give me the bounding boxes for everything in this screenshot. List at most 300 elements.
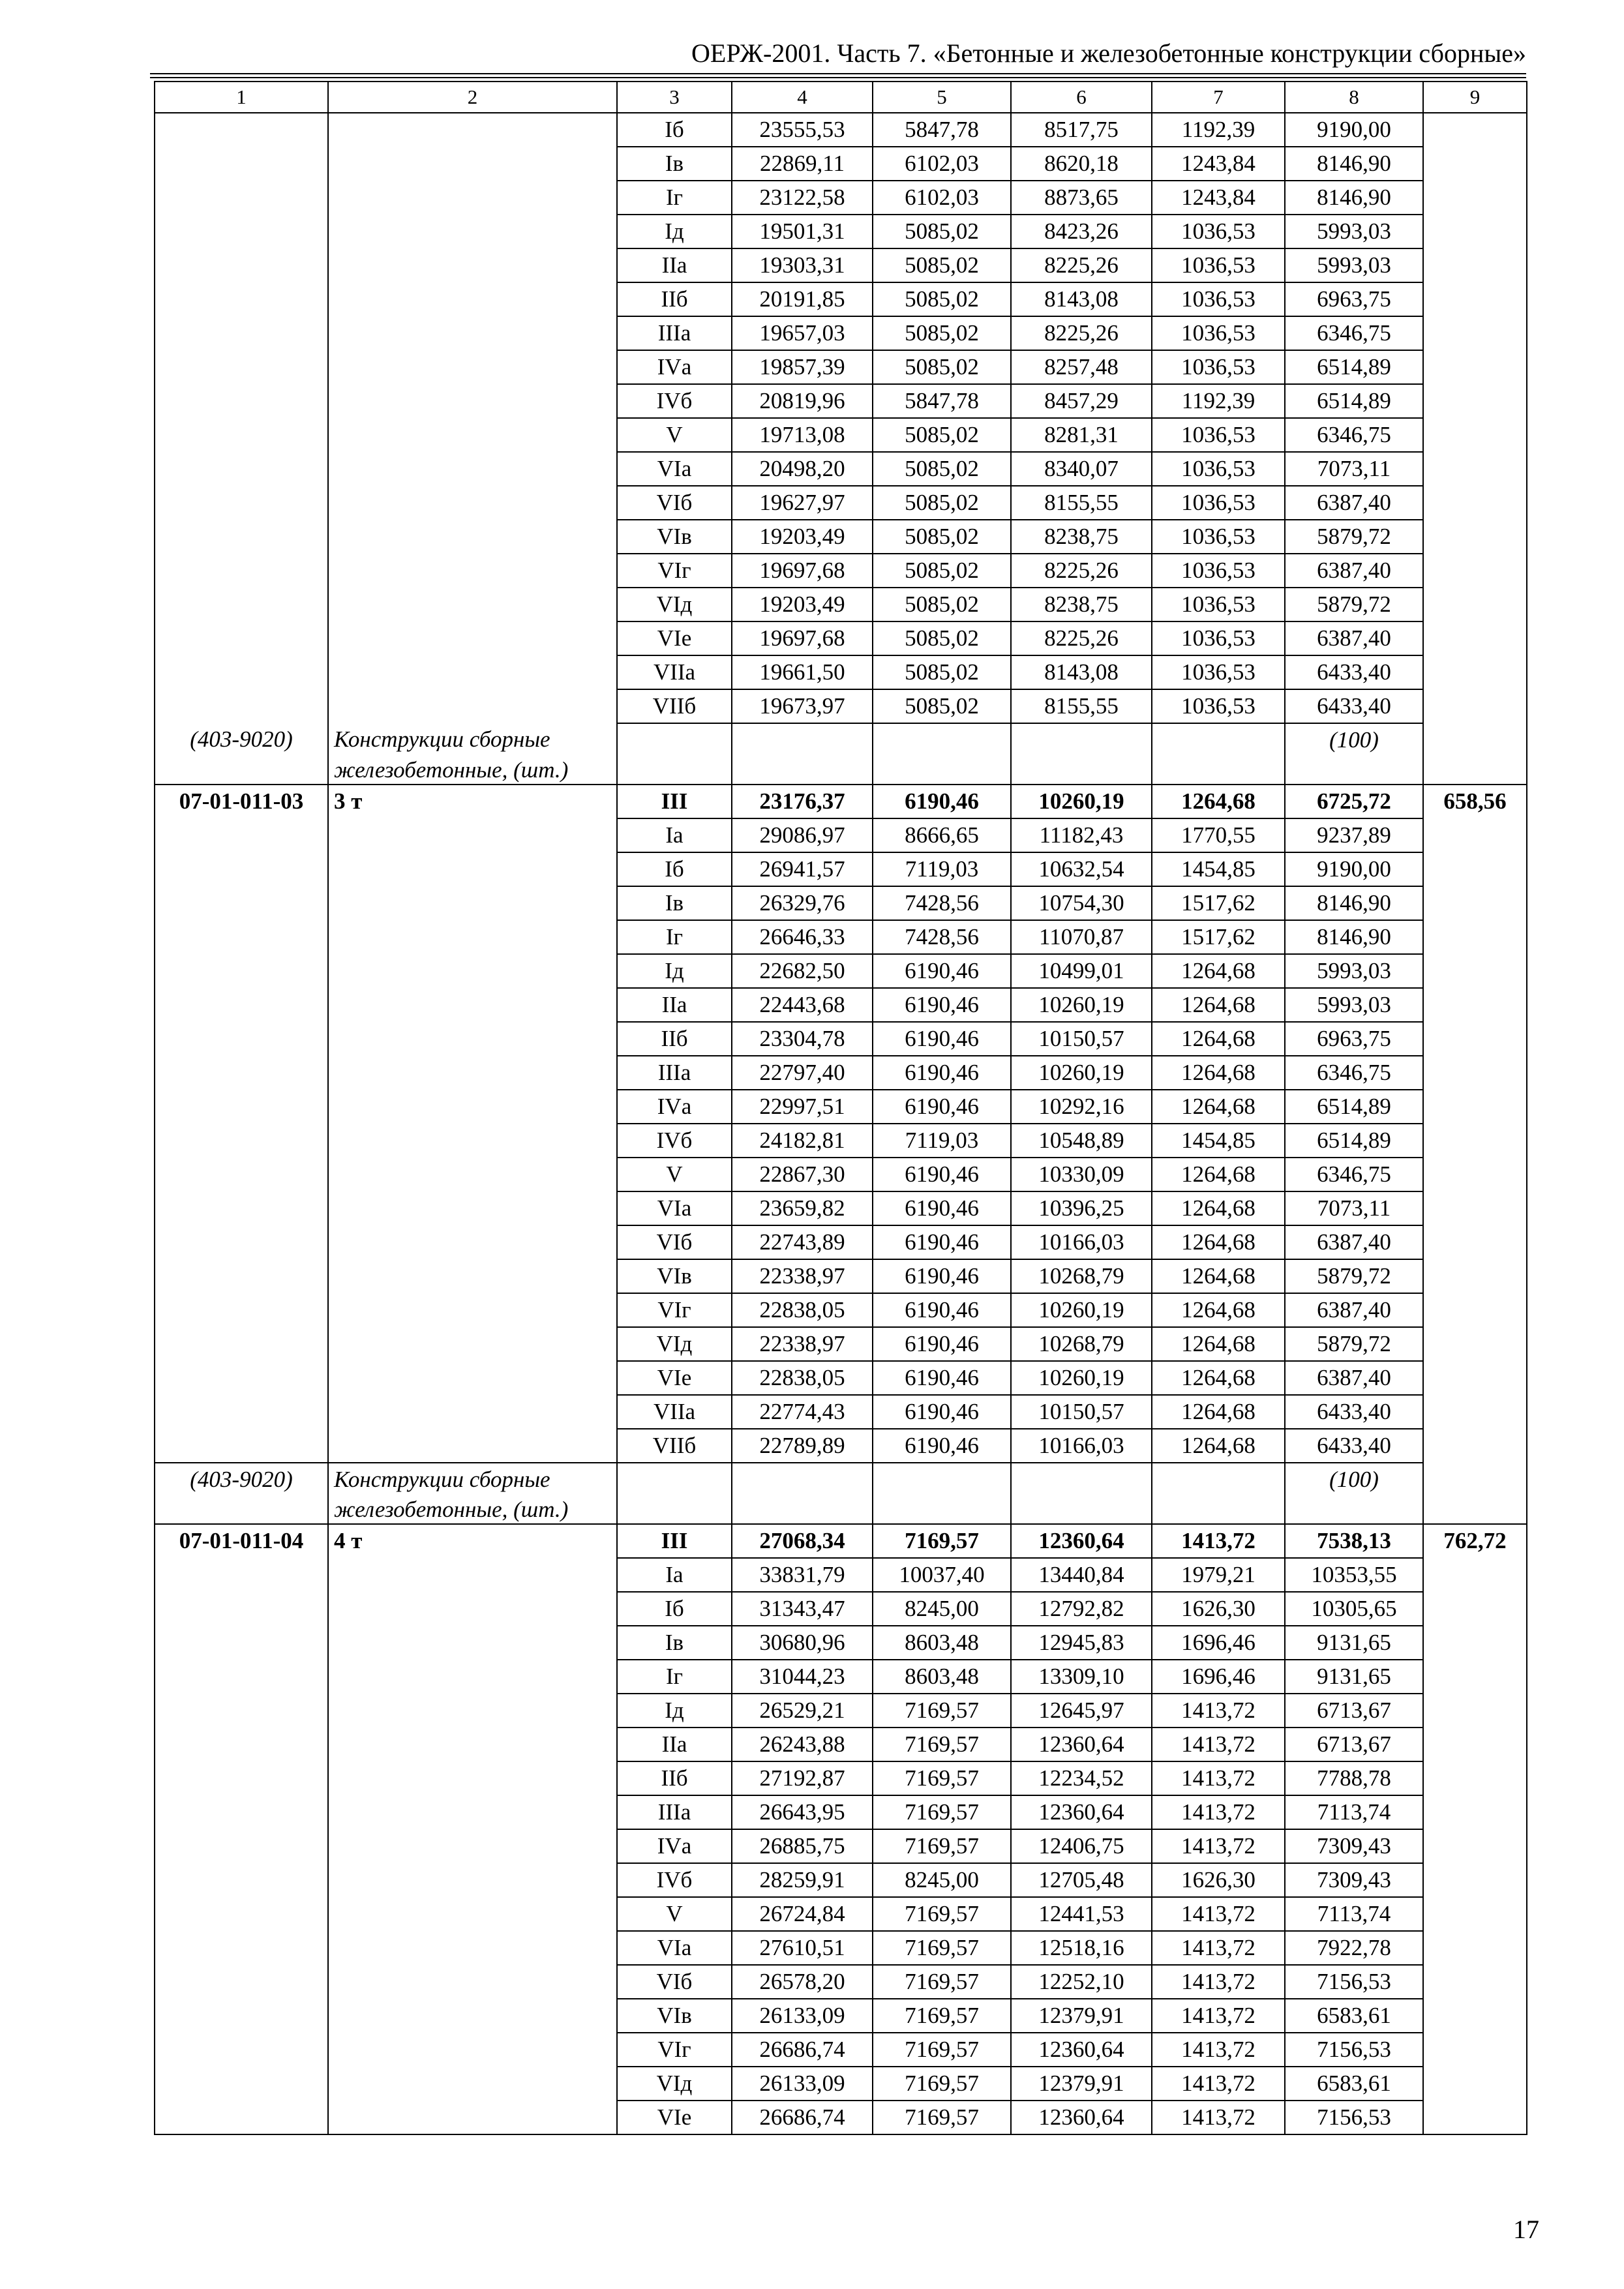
value-cell: 6190,46	[873, 1395, 1011, 1429]
value-cell: 8603,48	[873, 1626, 1011, 1660]
value-cell: 12792,82	[1011, 1592, 1152, 1626]
value-cell: 6514,89	[1285, 384, 1423, 418]
value-cell: 22797,40	[732, 1056, 873, 1090]
zone-cell: IVа	[617, 1829, 732, 1863]
value-cell: 8457,29	[1011, 384, 1152, 418]
value-cell: 7169,57	[873, 1761, 1011, 1795]
empty-cell	[873, 723, 1011, 756]
value-cell: 1264,68	[1152, 1293, 1285, 1327]
value-cell: 9190,00	[1285, 852, 1423, 886]
value-cell: 8873,65	[1011, 181, 1152, 215]
value-cell: 24182,81	[732, 1124, 873, 1158]
value-cell: 8238,75	[1011, 588, 1152, 621]
value-cell: 8603,48	[873, 1660, 1011, 1694]
zone-cell: Iа	[617, 818, 732, 852]
value-cell: 26243,88	[732, 1728, 873, 1761]
value-cell: 8225,26	[1011, 554, 1152, 588]
value-cell: 8143,08	[1011, 655, 1152, 689]
value-cell: 7169,57	[873, 1897, 1011, 1931]
value-cell: 1264,68	[1152, 954, 1285, 988]
value-cell: 6346,75	[1285, 1056, 1423, 1090]
value-cell: 5993,03	[1285, 954, 1423, 988]
value-cell: 1413,72	[1152, 2101, 1285, 2134]
zone-cell: VIа	[617, 1191, 732, 1225]
value-cell: 6433,40	[1285, 689, 1423, 723]
value-cell: 8245,00	[873, 1592, 1011, 1626]
zone-cell: IIа	[617, 1728, 732, 1761]
value-cell: 6346,75	[1285, 316, 1423, 350]
zone-cell: VIд	[617, 2067, 732, 2101]
value-cell: 19697,68	[732, 621, 873, 655]
empty-cell	[1285, 756, 1423, 785]
value-cell: 10166,03	[1011, 1429, 1152, 1463]
value-cell: 7156,53	[1285, 1965, 1423, 1999]
value-cell: 6190,46	[873, 1429, 1011, 1463]
value-cell: 1770,55	[1152, 818, 1285, 852]
value-cell: 1626,30	[1152, 1592, 1285, 1626]
zone-cell: VIд	[617, 1327, 732, 1361]
value-cell: 26724,84	[732, 1897, 873, 1931]
value-cell: 6190,46	[873, 1191, 1011, 1225]
empty-cell	[617, 723, 732, 756]
value-cell: 8225,26	[1011, 248, 1152, 282]
value-cell: 8143,08	[1011, 282, 1152, 316]
zone-cell: IIб	[617, 1761, 732, 1795]
value-cell: 20498,20	[732, 452, 873, 486]
empty-cell	[873, 1463, 1011, 1496]
value-cell: 6433,40	[1285, 1395, 1423, 1429]
material-note-row-2	[155, 1496, 1527, 1524]
empty-cell	[617, 1496, 732, 1524]
value-cell: 19501,31	[732, 215, 873, 248]
value-cell: 1696,46	[1152, 1660, 1285, 1694]
value-cell: 6387,40	[1285, 1293, 1423, 1327]
value-cell: 1264,68	[1152, 988, 1285, 1022]
value-cell: 5085,02	[873, 486, 1011, 520]
value-cell: 1264,68	[1152, 1429, 1285, 1463]
value-cell: 7428,56	[873, 920, 1011, 954]
value-cell: 8620,18	[1011, 147, 1152, 181]
zone-cell: V	[617, 418, 732, 452]
value-cell: 8257,48	[1011, 350, 1152, 384]
value-cell: 8245,00	[873, 1863, 1011, 1897]
value-cell: 8146,90	[1285, 920, 1423, 954]
value-cell: 31044,23	[732, 1660, 873, 1694]
value-cell: 1036,53	[1152, 248, 1285, 282]
zone-cell: III	[617, 1524, 732, 1558]
material-note-row-2	[155, 756, 1527, 785]
value-cell: 7169,57	[873, 2067, 1011, 2101]
value-cell: 7309,43	[1285, 1863, 1423, 1897]
value-cell: 5085,02	[873, 282, 1011, 316]
value-cell: 1413,72	[1152, 1761, 1285, 1795]
material-code-text: (403-9020)	[190, 1467, 293, 1492]
value-cell: 5085,02	[873, 452, 1011, 486]
value-cell: 6387,40	[1285, 486, 1423, 520]
value-cell: 12705,48	[1011, 1863, 1152, 1897]
value-cell: 6583,61	[1285, 2067, 1423, 2101]
zone-cell: Iд	[617, 1694, 732, 1728]
empty-cell	[1011, 756, 1152, 785]
empty-cell	[873, 756, 1011, 785]
rate-name	[328, 113, 617, 723]
value-cell: 6190,46	[873, 1361, 1011, 1395]
zone-cell: IVб	[617, 1124, 732, 1158]
value-cell: 6190,46	[873, 988, 1011, 1022]
empty-cell	[732, 756, 873, 785]
value-cell: 6102,03	[873, 181, 1011, 215]
value-cell: 6963,75	[1285, 282, 1423, 316]
value-cell: 6713,67	[1285, 1694, 1423, 1728]
value-cell: 22867,30	[732, 1158, 873, 1191]
value-cell: 7119,03	[873, 852, 1011, 886]
value-cell: 1036,53	[1152, 486, 1285, 520]
value-cell: 1413,72	[1152, 1965, 1285, 1999]
zone-cell: Iв	[617, 1626, 732, 1660]
rate-code: 07-01-011-04	[155, 1524, 328, 2134]
value-cell: 23555,53	[732, 113, 873, 147]
material-quantity: (100)	[1285, 1463, 1423, 1496]
value-cell: 9190,00	[1285, 113, 1423, 147]
value-cell: 5993,03	[1285, 988, 1423, 1022]
value-cell: 7428,56	[873, 886, 1011, 920]
column-number: 3	[617, 82, 732, 113]
value-cell: 5085,02	[873, 248, 1011, 282]
empty-cell	[732, 723, 873, 756]
zone-cell: Iг	[617, 1660, 732, 1694]
value-cell: 7156,53	[1285, 2101, 1423, 2134]
value-cell: 1454,85	[1152, 852, 1285, 886]
empty-cell	[1285, 1496, 1423, 1524]
zone-cell: VIIа	[617, 1395, 732, 1429]
zone-cell: VIб	[617, 1965, 732, 1999]
value-cell: 7113,74	[1285, 1897, 1423, 1931]
value-cell: 26643,95	[732, 1795, 873, 1829]
value-cell: 1192,39	[1152, 384, 1285, 418]
zone-cell: IVа	[617, 350, 732, 384]
value-cell: 1979,21	[1152, 1558, 1285, 1592]
empty-cell	[1152, 1463, 1285, 1496]
value-cell: 10305,65	[1285, 1592, 1423, 1626]
value-cell: 6190,46	[873, 1158, 1011, 1191]
value-cell: 12360,64	[1011, 2101, 1152, 2134]
value-cell: 5085,02	[873, 588, 1011, 621]
value-cell: 22838,05	[732, 1293, 873, 1327]
value-cell: 6346,75	[1285, 418, 1423, 452]
value-cell: 1413,72	[1152, 2033, 1285, 2067]
value-cell: 10396,25	[1011, 1191, 1152, 1225]
value-cell: 8225,26	[1011, 621, 1152, 655]
zone-cell: VIе	[617, 1361, 732, 1395]
value-cell: 5879,72	[1285, 588, 1423, 621]
value-cell: 7169,57	[873, 2033, 1011, 2067]
zone-cell: VIе	[617, 2101, 732, 2134]
material-note-row	[155, 1463, 1527, 1496]
value-cell: 5085,02	[873, 655, 1011, 689]
value-cell: 8225,26	[1011, 316, 1152, 350]
zone-cell: Iв	[617, 886, 732, 920]
zone-cell: Iа	[617, 1558, 732, 1592]
value-cell: 1413,72	[1152, 1931, 1285, 1965]
value-cell: 5085,02	[873, 418, 1011, 452]
table-row	[155, 113, 1527, 147]
value-cell: 6190,46	[873, 1056, 1011, 1090]
value-cell: 12379,91	[1011, 1999, 1152, 2033]
value-cell: 1517,62	[1152, 920, 1285, 954]
value-cell: 5879,72	[1285, 1259, 1423, 1293]
value-cell: 7073,11	[1285, 1191, 1423, 1225]
material-note-row	[155, 723, 1527, 756]
value-cell: 9131,65	[1285, 1660, 1423, 1694]
value-cell: 6514,89	[1285, 1090, 1423, 1124]
value-cell: 7119,03	[873, 1124, 1011, 1158]
zone-cell: VIв	[617, 1999, 732, 2033]
value-cell: 1264,68	[1152, 785, 1285, 818]
zone-cell: VIг	[617, 1293, 732, 1327]
value-cell: 1036,53	[1152, 215, 1285, 248]
value-cell: 22838,05	[732, 1361, 873, 1395]
zone-cell: Iб	[617, 852, 732, 886]
value-cell: 6514,89	[1285, 350, 1423, 384]
material-name: Конструкции сборные	[328, 723, 617, 756]
value-cell: 8238,75	[1011, 520, 1152, 554]
value-cell: 6433,40	[1285, 655, 1423, 689]
column-number: 4	[732, 82, 873, 113]
value-cell: 10499,01	[1011, 954, 1152, 988]
column-number: 5	[873, 82, 1011, 113]
zone-cell: IVб	[617, 384, 732, 418]
value-cell: 1517,62	[1152, 886, 1285, 920]
value-cell: 10330,09	[1011, 1158, 1152, 1191]
value-cell: 22774,43	[732, 1395, 873, 1429]
zone-cell: Iб	[617, 1592, 732, 1626]
value-cell: 7169,57	[873, 2101, 1011, 2134]
value-cell: 1413,72	[1152, 2067, 1285, 2101]
material-code-text: (403-9020)	[190, 726, 293, 752]
value-cell: 1036,53	[1152, 452, 1285, 486]
value-cell: 6387,40	[1285, 554, 1423, 588]
value-cell: 10260,19	[1011, 988, 1152, 1022]
wage-cell: 762,72	[1423, 1524, 1527, 2134]
value-cell: 1413,72	[1152, 1524, 1285, 1558]
column-number: 9	[1423, 82, 1527, 113]
value-cell: 23122,58	[732, 181, 873, 215]
value-cell: 26578,20	[732, 1965, 873, 1999]
zone-cell: IIб	[617, 1022, 732, 1056]
value-cell: 7788,78	[1285, 1761, 1423, 1795]
wage-cell	[1423, 113, 1527, 785]
value-cell: 8155,55	[1011, 689, 1152, 723]
value-cell: 12518,16	[1011, 1931, 1152, 1965]
value-cell: 19303,31	[732, 248, 873, 282]
zone-cell: IIа	[617, 248, 732, 282]
zone-cell: Iв	[617, 147, 732, 181]
value-cell: 7169,57	[873, 1965, 1011, 1999]
value-cell: 1413,72	[1152, 1897, 1285, 1931]
value-cell: 7538,13	[1285, 1524, 1423, 1558]
value-cell: 12441,53	[1011, 1897, 1152, 1931]
value-cell: 22338,97	[732, 1259, 873, 1293]
value-cell: 7156,53	[1285, 2033, 1423, 2067]
value-cell: 33831,79	[732, 1558, 873, 1592]
value-cell: 26686,74	[732, 2101, 873, 2134]
value-cell: 7073,11	[1285, 452, 1423, 486]
value-cell: 1036,53	[1152, 655, 1285, 689]
value-cell: 7169,57	[873, 1931, 1011, 1965]
material-code	[155, 1463, 328, 1496]
value-cell: 1413,72	[1152, 1728, 1285, 1761]
empty-cell	[617, 756, 732, 785]
value-cell: 10268,79	[1011, 1259, 1152, 1293]
value-cell: 26133,09	[732, 1999, 873, 2033]
material-quantity: (100)	[1285, 723, 1423, 756]
value-cell: 19661,50	[732, 655, 873, 689]
value-cell: 31343,47	[732, 1592, 873, 1626]
wage-cell: 658,56	[1423, 785, 1527, 1524]
value-cell: 5847,78	[873, 113, 1011, 147]
value-cell: 5085,02	[873, 554, 1011, 588]
value-cell: 8146,90	[1285, 181, 1423, 215]
value-cell: 1264,68	[1152, 1259, 1285, 1293]
material-code	[155, 723, 328, 756]
zone-cell: VIв	[617, 520, 732, 554]
zone-cell: VIд	[617, 588, 732, 621]
zone-cell: VIIб	[617, 689, 732, 723]
value-cell: 19857,39	[732, 350, 873, 384]
value-cell: 5879,72	[1285, 520, 1423, 554]
value-cell: 13309,10	[1011, 1660, 1152, 1694]
value-cell: 10260,19	[1011, 785, 1152, 818]
value-cell: 22997,51	[732, 1090, 873, 1124]
value-cell: 6346,75	[1285, 1158, 1423, 1191]
value-cell: 30680,96	[732, 1626, 873, 1660]
column-number-row	[155, 82, 1527, 113]
value-cell: 6190,46	[873, 1327, 1011, 1361]
empty-cell	[1011, 723, 1152, 756]
value-cell: 1036,53	[1152, 689, 1285, 723]
value-cell: 1036,53	[1152, 316, 1285, 350]
zone-cell: Iд	[617, 954, 732, 988]
value-cell: 1243,84	[1152, 147, 1285, 181]
value-cell: 6190,46	[873, 1225, 1011, 1259]
value-cell: 6190,46	[873, 1259, 1011, 1293]
zone-cell: VIIб	[617, 1429, 732, 1463]
zone-cell: IIб	[617, 282, 732, 316]
rate-name: 3 т	[328, 785, 617, 1463]
value-cell: 6725,72	[1285, 785, 1423, 818]
material-name-continued: железобетонные, (шт.)	[328, 1496, 617, 1524]
value-cell: 1264,68	[1152, 1395, 1285, 1429]
value-cell: 10166,03	[1011, 1225, 1152, 1259]
value-cell: 12360,64	[1011, 1728, 1152, 1761]
zone-cell: Iд	[617, 215, 732, 248]
empty-cell	[155, 1496, 328, 1524]
value-cell: 6387,40	[1285, 1225, 1423, 1259]
value-cell: 20819,96	[732, 384, 873, 418]
value-cell: 19657,03	[732, 316, 873, 350]
value-cell: 5847,78	[873, 384, 1011, 418]
zone-cell: VIг	[617, 2033, 732, 2067]
value-cell: 26646,33	[732, 920, 873, 954]
value-cell: 5879,72	[1285, 1327, 1423, 1361]
zone-cell: Iг	[617, 181, 732, 215]
value-cell: 12360,64	[1011, 2033, 1152, 2067]
zone-cell: VIа	[617, 452, 732, 486]
value-cell: 1264,68	[1152, 1158, 1285, 1191]
value-cell: 1192,39	[1152, 113, 1285, 147]
material-name-continued: железобетонные, (шт.)	[328, 756, 617, 785]
empty-cell	[1011, 1496, 1152, 1524]
value-cell: 28259,91	[732, 1863, 873, 1897]
value-cell: 7169,57	[873, 1694, 1011, 1728]
value-cell: 1036,53	[1152, 418, 1285, 452]
column-number: 8	[1285, 82, 1423, 113]
value-cell: 8517,75	[1011, 113, 1152, 147]
value-cell: 19203,49	[732, 588, 873, 621]
value-cell: 6583,61	[1285, 1999, 1423, 2033]
column-number: 6	[1011, 82, 1152, 113]
value-cell: 5085,02	[873, 215, 1011, 248]
value-cell: 7309,43	[1285, 1829, 1423, 1863]
value-cell: 20191,85	[732, 282, 873, 316]
value-cell: 1036,53	[1152, 282, 1285, 316]
zone-cell: VIб	[617, 486, 732, 520]
page-number: 17	[1513, 2215, 1539, 2244]
value-cell: 1036,53	[1152, 350, 1285, 384]
value-cell: 23176,37	[732, 785, 873, 818]
empty-cell	[1011, 1463, 1152, 1496]
value-cell: 1626,30	[1152, 1863, 1285, 1897]
value-cell: 26885,75	[732, 1829, 873, 1863]
value-cell: 9131,65	[1285, 1626, 1423, 1660]
value-cell: 26941,57	[732, 852, 873, 886]
value-cell: 26329,76	[732, 886, 873, 920]
value-cell: 7169,57	[873, 1524, 1011, 1558]
value-cell: 6190,46	[873, 1022, 1011, 1056]
value-cell: 27610,51	[732, 1931, 873, 1965]
value-cell: 7169,57	[873, 1999, 1011, 2033]
value-cell: 5085,02	[873, 520, 1011, 554]
value-cell: 1413,72	[1152, 1694, 1285, 1728]
zone-cell: VIг	[617, 554, 732, 588]
value-cell: 1264,68	[1152, 1361, 1285, 1395]
empty-cell	[1152, 1496, 1285, 1524]
value-cell: 6190,46	[873, 954, 1011, 988]
empty-cell	[873, 1496, 1011, 1524]
value-cell: 13440,84	[1011, 1558, 1152, 1592]
value-cell: 26529,21	[732, 1694, 873, 1728]
zone-cell: VIIа	[617, 655, 732, 689]
value-cell: 10548,89	[1011, 1124, 1152, 1158]
value-cell: 12360,64	[1011, 1524, 1152, 1558]
value-cell: 27068,34	[732, 1524, 873, 1558]
value-cell: 22743,89	[732, 1225, 873, 1259]
value-cell: 10632,54	[1011, 852, 1152, 886]
value-cell: 5085,02	[873, 621, 1011, 655]
value-cell: 22338,97	[732, 1327, 873, 1361]
value-cell: 8423,26	[1011, 215, 1152, 248]
value-cell: 12645,97	[1011, 1694, 1152, 1728]
zone-cell: VIа	[617, 1931, 732, 1965]
value-cell: 6963,75	[1285, 1022, 1423, 1056]
value-cell: 7169,57	[873, 1728, 1011, 1761]
value-cell: 1454,85	[1152, 1124, 1285, 1158]
value-cell: 6190,46	[873, 1293, 1011, 1327]
value-cell: 1264,68	[1152, 1327, 1285, 1361]
value-cell: 10268,79	[1011, 1327, 1152, 1361]
value-cell: 7169,57	[873, 1829, 1011, 1863]
value-cell: 22682,50	[732, 954, 873, 988]
